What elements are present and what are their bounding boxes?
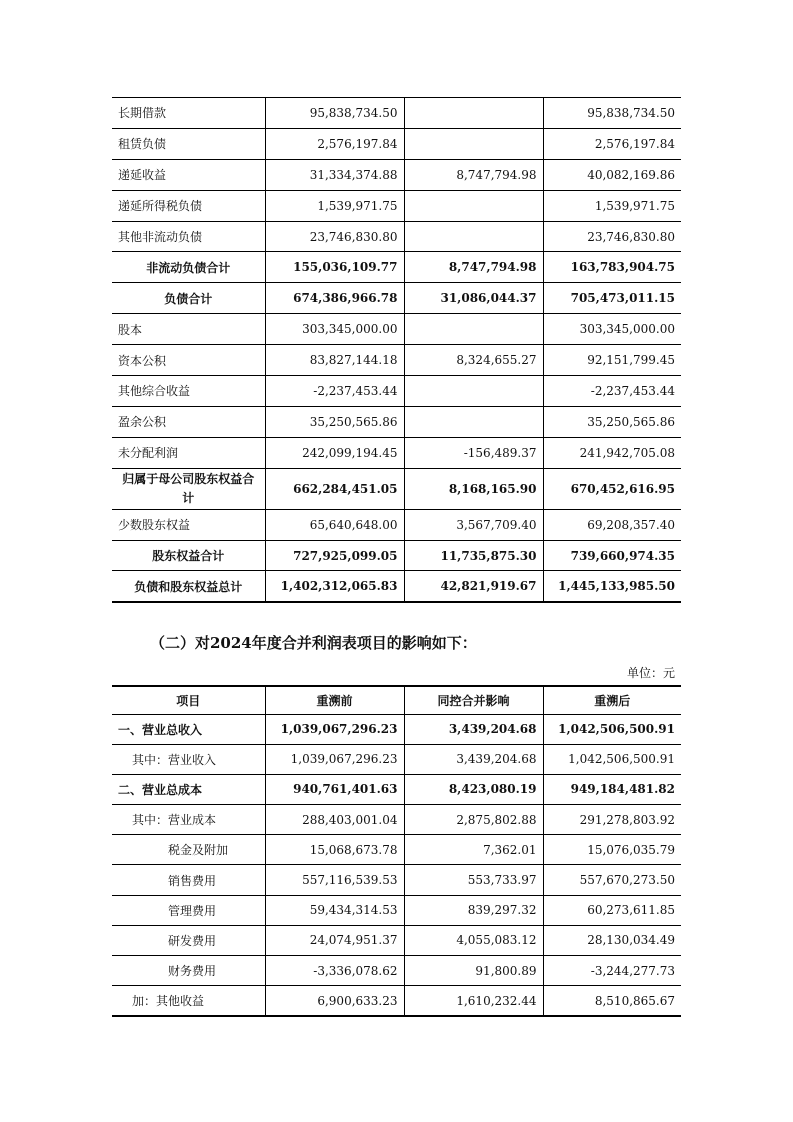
value-before: 1,039,067,296.23 bbox=[265, 714, 404, 744]
value-before: 31,334,374.88 bbox=[265, 159, 404, 190]
row-label: 加：其他收益 bbox=[132, 994, 205, 1009]
balance-sheet-table bbox=[112, 97, 681, 603]
row-label: 管理费用 bbox=[168, 903, 217, 918]
value-adjustment bbox=[404, 190, 543, 221]
value-after: 8,510,865.67 bbox=[543, 986, 681, 1016]
value-before: 557,116,539.53 bbox=[265, 865, 404, 895]
value-after: 739,660,974.35 bbox=[543, 540, 681, 571]
table-row bbox=[112, 128, 681, 159]
table-row bbox=[112, 865, 681, 895]
row-label: 负债合计 bbox=[164, 291, 213, 306]
value-after: 92,151,799.45 bbox=[543, 345, 681, 376]
value-after: -2,237,453.44 bbox=[543, 376, 681, 407]
value-before: 59,434,314.53 bbox=[265, 895, 404, 925]
table-row bbox=[112, 774, 681, 804]
table-row bbox=[112, 345, 681, 376]
value-adjustment: 91,800.89 bbox=[404, 956, 543, 986]
row-label: 归属于母公司股东权益合计 bbox=[122, 471, 255, 505]
value-before: 24,074,951.37 bbox=[265, 925, 404, 955]
value-after: -3,244,277.73 bbox=[543, 956, 681, 986]
value-before: 1,402,312,065.83 bbox=[265, 571, 404, 602]
value-before: -2,237,453.44 bbox=[265, 376, 404, 407]
table-row bbox=[112, 895, 681, 925]
value-after: 670,452,616.95 bbox=[543, 468, 681, 509]
header-after: 重溯后 bbox=[543, 686, 681, 714]
value-adjustment: 4,055,083.12 bbox=[404, 925, 543, 955]
row-label: 递延收益 bbox=[118, 168, 167, 183]
table-row bbox=[112, 190, 681, 221]
value-after: 35,250,565.86 bbox=[543, 406, 681, 437]
table-row bbox=[112, 509, 681, 540]
value-before: 1,539,971.75 bbox=[265, 190, 404, 221]
income-statement-table bbox=[112, 685, 681, 1017]
value-before: 662,284,451.05 bbox=[265, 468, 404, 509]
value-adjustment: 2,875,802.88 bbox=[404, 805, 543, 835]
row-label: 资本公积 bbox=[118, 353, 167, 368]
value-before: 155,036,109.77 bbox=[265, 252, 404, 283]
value-before: 23,746,830.80 bbox=[265, 221, 404, 252]
row-label: 二、营业总成本 bbox=[118, 782, 203, 797]
table-row bbox=[112, 98, 681, 129]
table-row bbox=[112, 540, 681, 571]
row-label: 研发费用 bbox=[168, 933, 217, 948]
table-row bbox=[112, 437, 681, 468]
table-row bbox=[112, 314, 681, 345]
value-adjustment: 1,610,232.44 bbox=[404, 986, 543, 1016]
row-label: 其他非流动负债 bbox=[118, 230, 203, 244]
header-item: 项目 bbox=[176, 693, 201, 708]
value-after: 1,042,506,500.91 bbox=[543, 714, 681, 744]
value-adjustment: 8,747,794.98 bbox=[404, 252, 543, 283]
value-before: 6,900,633.23 bbox=[265, 986, 404, 1016]
value-adjustment: 31,086,044.37 bbox=[404, 283, 543, 314]
value-after: 40,082,169.86 bbox=[543, 159, 681, 190]
row-label: 长期借款 bbox=[118, 106, 167, 121]
table-row bbox=[112, 956, 681, 986]
value-adjustment bbox=[404, 221, 543, 252]
value-after: 303,345,000.00 bbox=[543, 314, 681, 345]
value-adjustment: 3,439,204.68 bbox=[404, 714, 543, 744]
value-adjustment: 8,324,655.27 bbox=[404, 345, 543, 376]
row-label: 销售费用 bbox=[168, 873, 217, 888]
row-label: 股东权益合计 bbox=[152, 549, 225, 564]
value-before: 95,838,734.50 bbox=[265, 98, 404, 129]
table-row bbox=[112, 571, 681, 602]
value-before: 727,925,099.05 bbox=[265, 540, 404, 571]
value-after: 28,130,034.49 bbox=[543, 925, 681, 955]
value-adjustment: 3,439,204.68 bbox=[404, 744, 543, 774]
table-row bbox=[112, 376, 681, 407]
row-label: 税金及附加 bbox=[168, 843, 229, 858]
value-adjustment: 8,423,080.19 bbox=[404, 774, 543, 804]
value-before: -3,336,078.62 bbox=[265, 956, 404, 986]
row-label: 其中：营业收入 bbox=[132, 752, 217, 767]
table-row bbox=[112, 283, 681, 314]
value-before: 303,345,000.00 bbox=[265, 314, 404, 345]
value-adjustment: 42,821,919.67 bbox=[404, 571, 543, 602]
value-adjustment bbox=[404, 128, 543, 159]
table-row bbox=[112, 744, 681, 774]
value-after: 95,838,734.50 bbox=[543, 98, 681, 129]
value-adjustment: 3,567,709.40 bbox=[404, 509, 543, 540]
value-adjustment: 839,297.32 bbox=[404, 895, 543, 925]
row-label: 一、营业总收入 bbox=[118, 722, 203, 737]
row-label: 未分配利润 bbox=[118, 446, 179, 461]
value-adjustment: 8,168,165.90 bbox=[404, 468, 543, 509]
value-after: 2,576,197.84 bbox=[543, 128, 681, 159]
value-adjustment: 553,733.97 bbox=[404, 865, 543, 895]
value-adjustment: 8,747,794.98 bbox=[404, 159, 543, 190]
value-after: 163,783,904.75 bbox=[543, 252, 681, 283]
value-adjustment: 7,362.01 bbox=[404, 835, 543, 865]
value-adjustment bbox=[404, 314, 543, 345]
value-after: 705,473,011.15 bbox=[543, 283, 681, 314]
row-label: 财务费用 bbox=[168, 964, 217, 979]
value-before: 242,099,194.45 bbox=[265, 437, 404, 468]
value-before: 65,640,648.00 bbox=[265, 509, 404, 540]
row-label: 盈余公积 bbox=[118, 415, 167, 430]
table-row bbox=[112, 159, 681, 190]
value-after: 60,273,611.85 bbox=[543, 895, 681, 925]
value-before: 288,403,001.04 bbox=[265, 805, 404, 835]
value-adjustment bbox=[404, 406, 543, 437]
row-label: 非流动负债合计 bbox=[146, 260, 231, 275]
header-before: 重溯前 bbox=[265, 686, 404, 714]
value-after: 15,076,035.79 bbox=[543, 835, 681, 865]
value-adjustment: 11,735,875.30 bbox=[404, 540, 543, 571]
table-row bbox=[112, 221, 681, 252]
row-label: 其他综合收益 bbox=[118, 384, 191, 399]
table-row bbox=[112, 986, 681, 1016]
value-before: 674,386,966.78 bbox=[265, 283, 404, 314]
value-before: 2,576,197.84 bbox=[265, 128, 404, 159]
value-after: 23,746,830.80 bbox=[543, 221, 681, 252]
table-row bbox=[112, 468, 681, 509]
value-after: 557,670,273.50 bbox=[543, 865, 681, 895]
value-after: 241,942,705.08 bbox=[543, 437, 681, 468]
value-before: 35,250,565.86 bbox=[265, 406, 404, 437]
value-after: 69,208,357.40 bbox=[543, 509, 681, 540]
row-label: 租赁负债 bbox=[118, 137, 167, 152]
unit-label: 单位：元 bbox=[626, 666, 675, 680]
table-row bbox=[112, 406, 681, 437]
row-label: 负债和股东权益总计 bbox=[134, 579, 243, 594]
table-row bbox=[112, 252, 681, 283]
table-row bbox=[112, 805, 681, 835]
row-label: 股本 bbox=[118, 322, 143, 337]
row-label: 其中：营业成本 bbox=[132, 813, 217, 828]
table-header-row bbox=[112, 686, 681, 714]
value-before: 83,827,144.18 bbox=[265, 345, 404, 376]
value-after: 949,184,481.82 bbox=[543, 774, 681, 804]
value-after: 1,445,133,985.50 bbox=[543, 571, 681, 602]
value-adjustment bbox=[404, 376, 543, 407]
value-before: 940,761,401.63 bbox=[265, 774, 404, 804]
header-adjustment: 同控合并影响 bbox=[404, 686, 543, 714]
table-row bbox=[112, 835, 681, 865]
value-before: 1,039,067,296.23 bbox=[265, 744, 404, 774]
value-adjustment bbox=[404, 98, 543, 129]
table-row bbox=[112, 925, 681, 955]
row-label: 递延所得税负债 bbox=[118, 199, 203, 214]
row-label: 少数股东权益 bbox=[118, 518, 191, 533]
value-adjustment: -156,489.37 bbox=[404, 437, 543, 468]
section-title: （二）对2024年度合并利润表项目的影响如下： bbox=[150, 634, 477, 652]
table-row bbox=[112, 714, 681, 744]
value-after: 291,278,803.92 bbox=[543, 805, 681, 835]
value-after: 1,539,971.75 bbox=[543, 190, 681, 221]
value-after: 1,042,506,500.91 bbox=[543, 744, 681, 774]
value-before: 15,068,673.78 bbox=[265, 835, 404, 865]
